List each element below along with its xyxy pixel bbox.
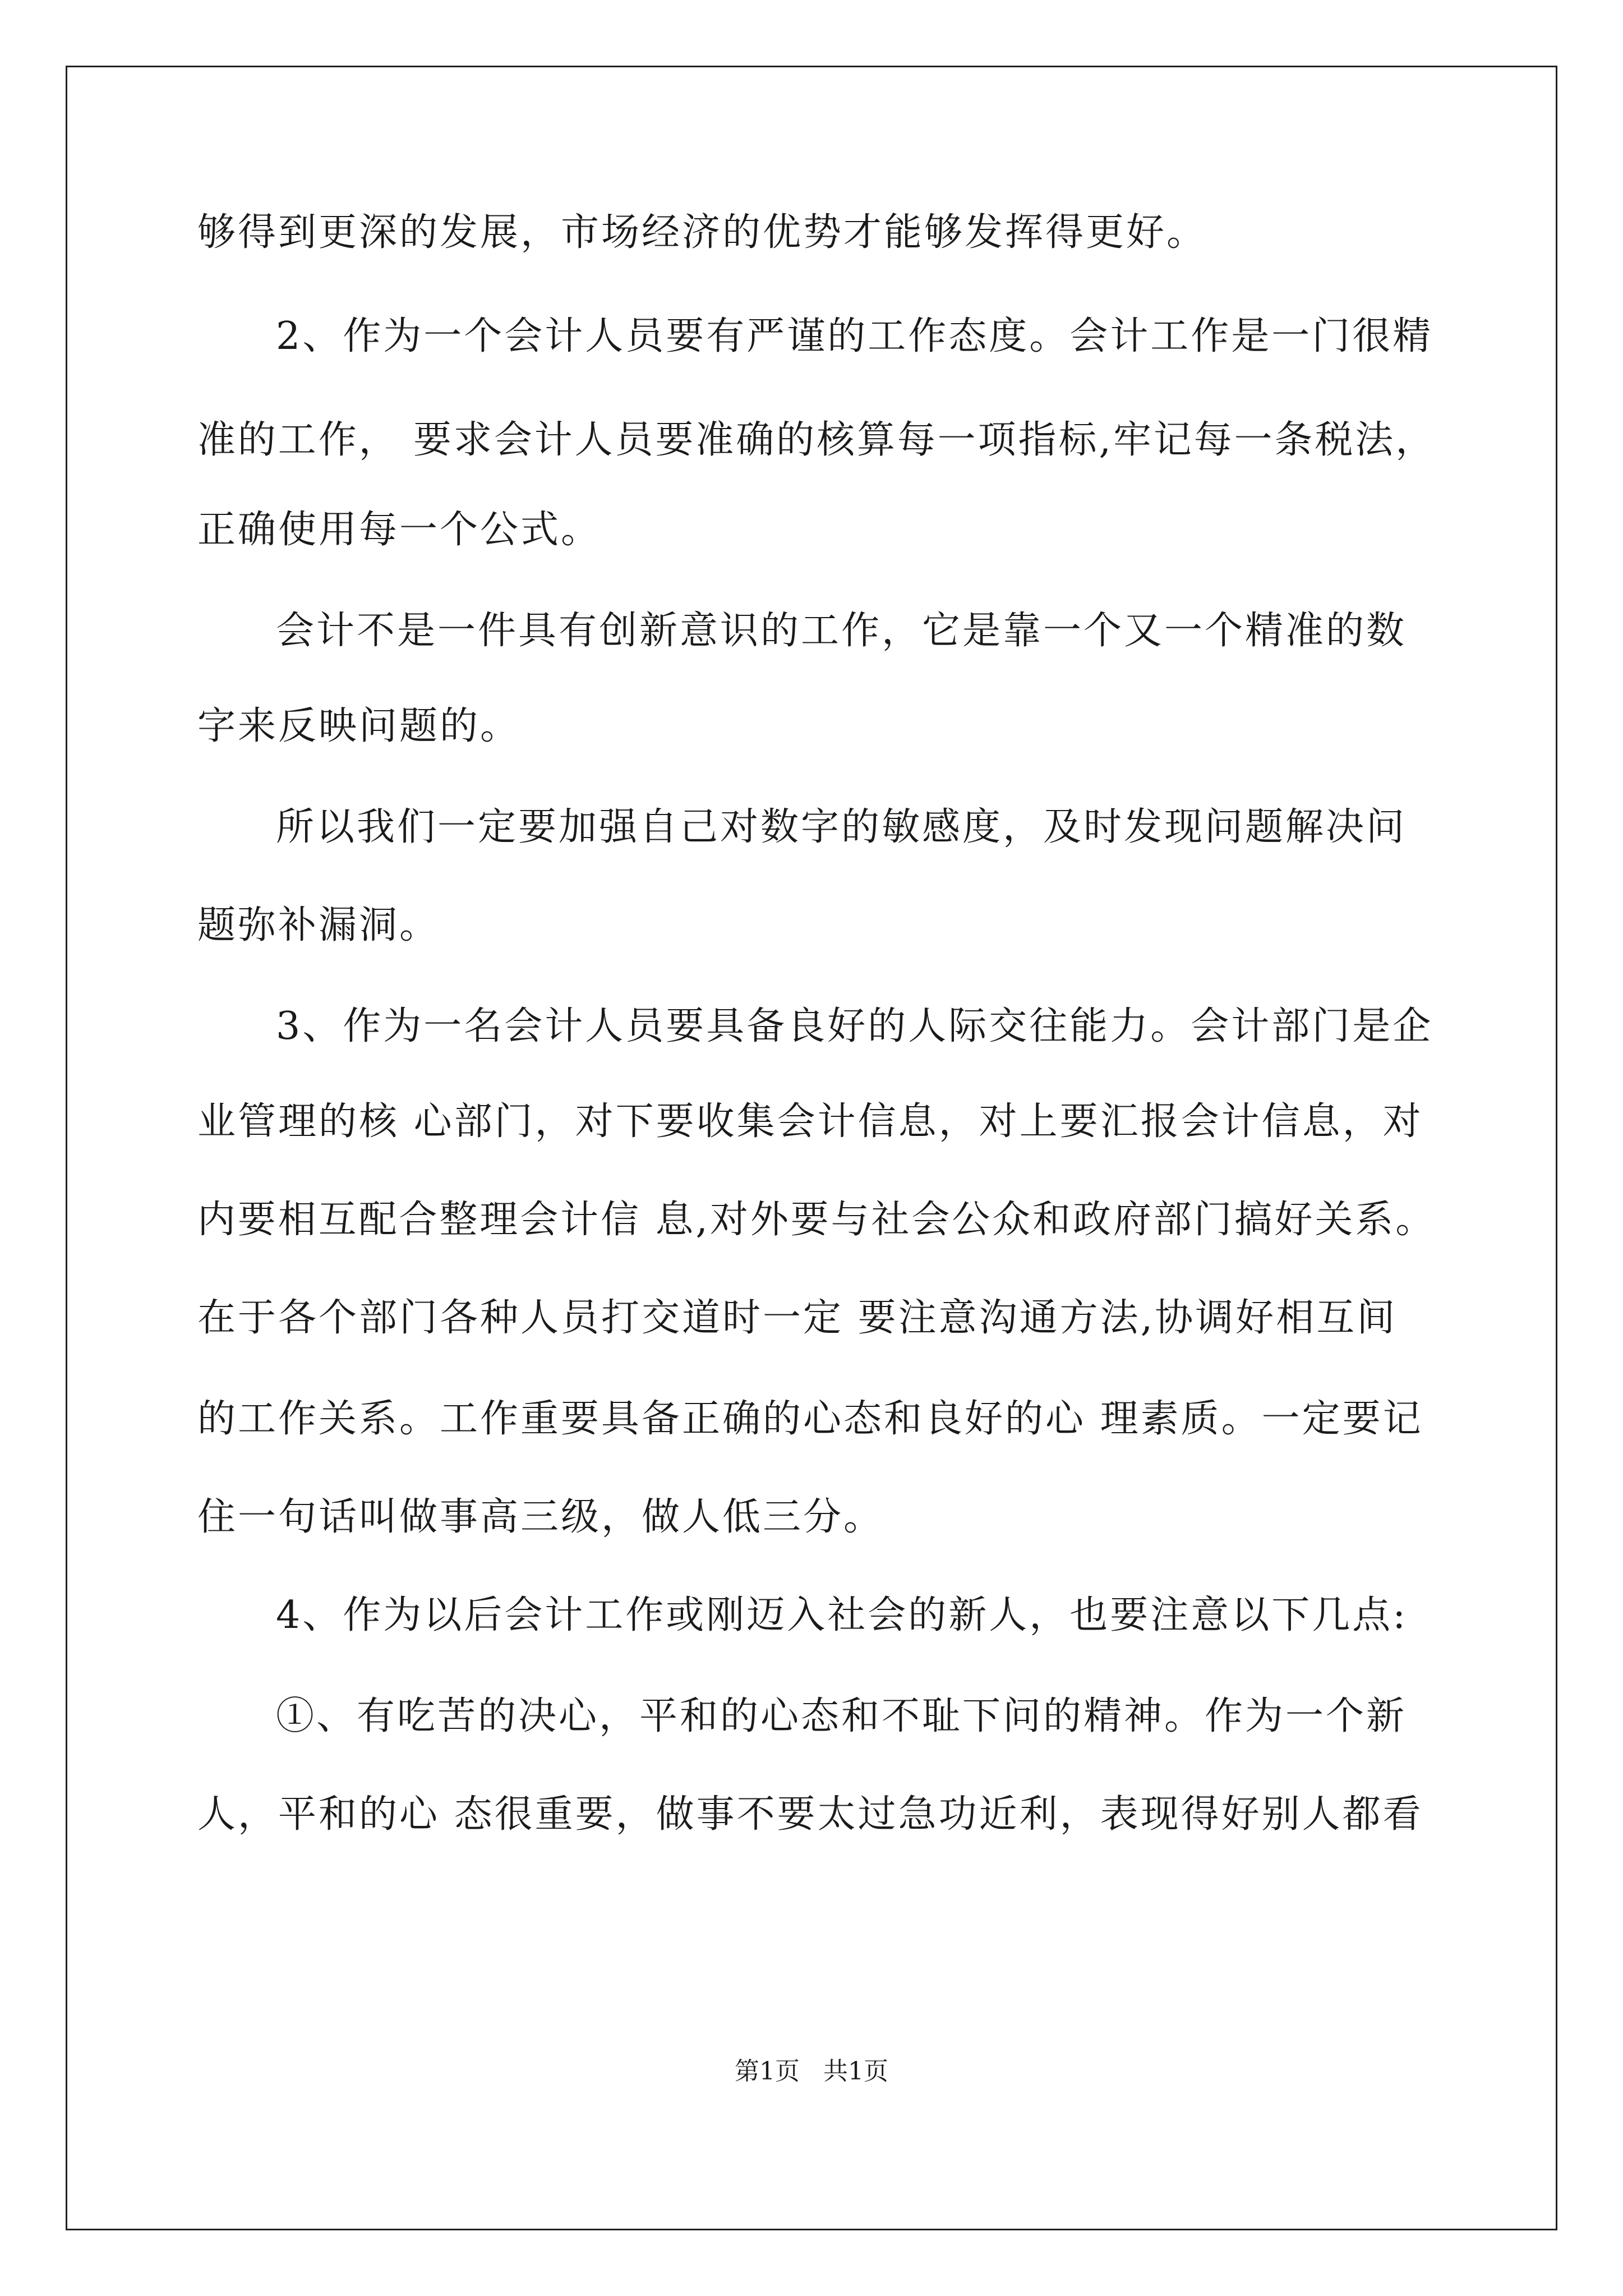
text-line: 住一句话叫做事高三级，做人低三分。 <box>197 1495 884 1539</box>
text-line: 2、作为一个会计人员要有严谨的工作态度。会计工作是一门很精 <box>276 314 1433 358</box>
page-number-footer: 第1页 共1页 <box>735 2057 888 2086</box>
text-line: 正确使用每一个公式。 <box>197 508 602 552</box>
text-line: 业管理的核 心部门，对下要收集会计信息，对上要汇报会计信息，对 <box>197 1099 1423 1144</box>
text-line: 够得到更深的发展，市场经济的优势才能够发挥得更好。 <box>197 210 1207 255</box>
text-line: 字来反映问题的。 <box>197 704 521 748</box>
page-frame <box>66 66 1557 2230</box>
text-line: ①、有吃苦的决心，平和的心态和不耻下问的精神。作为一个新 <box>276 1694 1407 1738</box>
text-line: 题弥补漏洞。 <box>197 903 440 947</box>
text-line: 3、作为一名会计人员要具备良好的人际交往能力。会计部门是企 <box>276 1004 1433 1048</box>
text-line: 人，平和的心 态很重要，做事不要太过急功近利，表现得好别人都看 <box>197 1792 1423 1837</box>
text-line: 4、作为以后会计工作或刚迈入社会的新人，也要注意以下几点: <box>276 1593 1408 1637</box>
text-line: 在于各个部门各种人员打交道时一定 要注意沟通方法,协调好相互间 <box>197 1296 1398 1340</box>
text-line: 的工作关系。工作重要具备正确的心态和良好的心 理素质。一定要记 <box>197 1397 1423 1441</box>
text-line: 所以我们一定要加强自己对数字的敏感度，及时发现问题解决问 <box>276 805 1407 849</box>
text-line: 准的工作， 要求会计人员要准确的核算每一项指标,牢记每一条税法， <box>197 418 1436 462</box>
text-line: 内要相互配合整理会计信 息,对外要与社会公众和政府部门搞好关系。 <box>197 1198 1436 1242</box>
text-line: 会计不是一件具有创新意识的工作，它是靠一个又一个精准的数 <box>276 609 1407 653</box>
